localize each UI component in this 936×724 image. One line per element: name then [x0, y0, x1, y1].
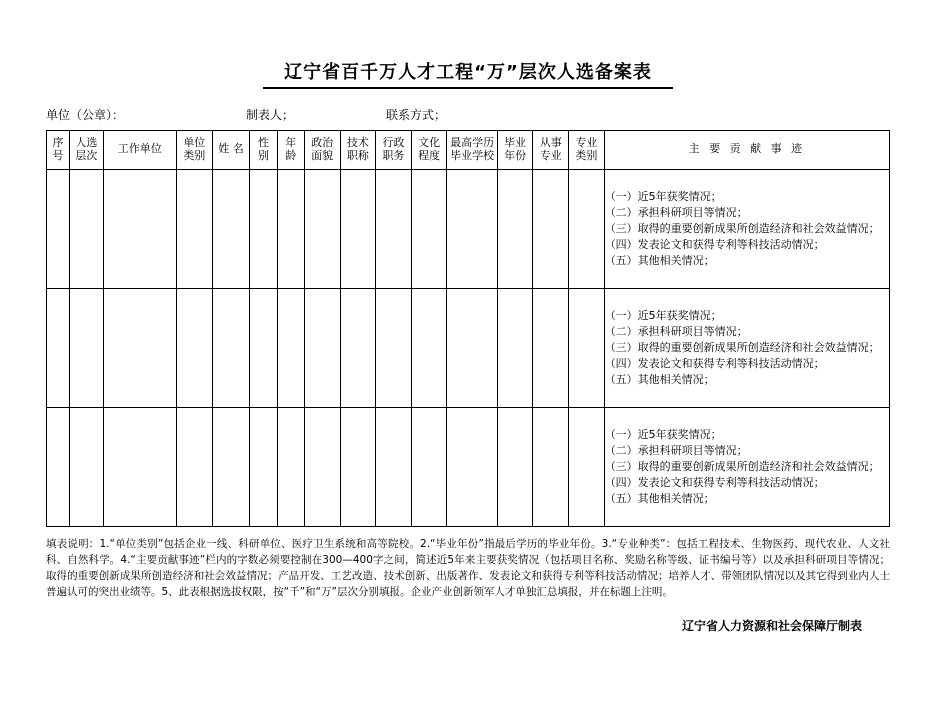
cell-political-status[interactable] — [304, 288, 340, 407]
cell-unit-type[interactable] — [177, 169, 213, 288]
cell-admin-post[interactable] — [376, 288, 412, 407]
cell-major-category[interactable] — [569, 288, 605, 407]
cell-graduation-year[interactable] — [497, 169, 533, 288]
cell-political-status[interactable] — [304, 169, 340, 288]
cell-main-contributions[interactable] — [604, 169, 889, 288]
contribution-item: （三）取得的重要创新成果所创造经济和社会效益情况； — [604, 340, 880, 354]
contribution-item: （二）承担科研项目等情况； — [604, 324, 748, 338]
contribution-item: （一）近5年获奖情况； — [604, 189, 722, 203]
cell-technical-title[interactable] — [340, 288, 376, 407]
cell-education-level[interactable] — [411, 407, 447, 526]
table-row — [47, 407, 890, 526]
cell-main-contributions[interactable] — [604, 288, 889, 407]
cell-highest-degree-school[interactable] — [447, 169, 497, 288]
contribution-item: （二）承担科研项目等情况； — [604, 205, 748, 219]
unit-seal-label: 单位（公章）： — [46, 107, 125, 122]
col-header-age: 年 龄 — [277, 130, 304, 169]
cell-age[interactable] — [277, 288, 304, 407]
cell-engaged-major[interactable] — [533, 407, 569, 526]
cell-highest-degree-school[interactable] — [447, 407, 497, 526]
col-header-technical-title: 技术 职称 — [340, 130, 376, 169]
col-header-work-unit: 工作单位 — [103, 130, 176, 169]
col-header-gender: 性 别 — [250, 130, 277, 169]
page-title: 辽宁省百千万人才工程“万”层次人选备案表 — [284, 62, 652, 83]
cell-gender[interactable] — [250, 169, 277, 288]
cell-gender[interactable] — [250, 288, 277, 407]
cell-admin-post[interactable] — [376, 169, 412, 288]
cell-age[interactable] — [277, 407, 304, 526]
cell-gender[interactable] — [250, 407, 277, 526]
col-header-graduation-year: 毕业 年份 — [497, 130, 533, 169]
issuing-authority: 辽宁省人力资源和社会保障厅制表 — [681, 618, 862, 633]
table-row — [47, 288, 890, 407]
cell-work-unit[interactable] — [103, 407, 176, 526]
cell-technical-title[interactable] — [340, 407, 376, 526]
title-underline — [263, 87, 673, 89]
contact-label: 联系方式； — [386, 107, 447, 122]
cell-graduation-year[interactable] — [497, 407, 533, 526]
cell-admin-post[interactable] — [376, 407, 412, 526]
cell-education-level[interactable] — [411, 169, 447, 288]
contribution-item: （一）近5年获奖情况； — [604, 308, 722, 322]
cell-work-unit[interactable] — [103, 169, 176, 288]
cell-name[interactable] — [212, 288, 250, 407]
document-page — [0, 62, 936, 724]
cell-major-category[interactable] — [569, 407, 605, 526]
cell-seq[interactable] — [47, 407, 70, 526]
cell-seq[interactable] — [47, 288, 70, 407]
contribution-item: （五）其他相关情况； — [604, 372, 715, 386]
form-preparer-label: 制表人； — [246, 107, 295, 122]
col-header-political-status: 政治 面貌 — [304, 130, 340, 169]
candidate-record-table — [46, 130, 890, 527]
cell-engaged-major[interactable] — [533, 288, 569, 407]
contribution-item: （三）取得的重要创新成果所创造经济和社会效益情况； — [604, 221, 880, 235]
form-instructions: 填表说明：1.“单位类别”包括企业一线、科研单位、医疗卫生系统和高等院校。2.“毕业年份”指最后学历的毕业年份。3.“专业种类”：包括工程技术、生物医药、现代农业、人文社科、自然科学。4.“主要贡献事迹”栏内的字数必须要控制在300—400字之间，简述近5年来主要获奖情况（包括项目名称、奖励名称等级、证书编号等）以及承担科研项目等情况；取得的重要创新成果所创造经济和社会效益情况；产品开发、工艺改造、技术创新、出版著作、发表论文和获得专利等科技活动情况；培养人才、带领团队情况以及其它得到业内人士普遍认可的突出业绩等。5、此表根据选拔权限，按“千”和“万”层次分别填报。企业产业创新领军人才单独汇总填报，并在标题上注明。 — [46, 537, 890, 599]
cell-engaged-major[interactable] — [533, 169, 569, 288]
cell-seq[interactable] — [47, 169, 70, 288]
col-header-main-contributions: 主 要 贡 献 事 迹 — [604, 130, 889, 169]
cell-major-category[interactable] — [569, 169, 605, 288]
cell-technical-title[interactable] — [340, 169, 376, 288]
meta-row — [0, 107, 936, 123]
cell-work-unit[interactable] — [103, 288, 176, 407]
cell-age[interactable] — [277, 169, 304, 288]
col-header-admin-post: 行政 职务 — [376, 130, 412, 169]
cell-graduation-year[interactable] — [497, 288, 533, 407]
cell-level[interactable] — [70, 407, 104, 526]
contribution-item: （二）承担科研项目等情况； — [604, 443, 748, 457]
cell-main-contributions[interactable] — [604, 407, 889, 526]
contribution-item: （四）发表论文和获得专利等科技活动情况； — [604, 475, 825, 489]
cell-unit-type[interactable] — [177, 407, 213, 526]
cell-name[interactable] — [212, 169, 250, 288]
col-header-engaged-major: 从事 专业 — [533, 130, 569, 169]
col-header-major-category: 专业 类别 — [569, 130, 605, 169]
cell-unit-type[interactable] — [177, 288, 213, 407]
col-header-highest-degree-school: 最高学历 毕业学校 — [447, 130, 497, 169]
contribution-item: （一）近5年获奖情况； — [604, 427, 722, 441]
contribution-item: （四）发表论文和获得专利等科技活动情况； — [604, 237, 825, 251]
col-header-education-level: 文化 程度 — [411, 130, 447, 169]
table-header-row — [47, 130, 890, 169]
table-row — [47, 169, 890, 288]
cell-education-level[interactable] — [411, 288, 447, 407]
cell-level[interactable] — [70, 169, 104, 288]
cell-name[interactable] — [212, 407, 250, 526]
contribution-item: （五）其他相关情况； — [604, 491, 715, 505]
col-header-level: 人选 层次 — [70, 130, 104, 169]
contribution-item: （四）发表论文和获得专利等科技活动情况； — [604, 356, 825, 370]
col-header-seq: 序 号 — [47, 130, 70, 169]
contribution-item: （三）取得的重要创新成果所创造经济和社会效益情况； — [604, 459, 880, 473]
cell-highest-degree-school[interactable] — [447, 288, 497, 407]
contribution-item: （五）其他相关情况； — [604, 253, 715, 267]
col-header-name: 姓 名 — [212, 130, 250, 169]
col-header-unit-type: 单位 类别 — [177, 130, 213, 169]
cell-political-status[interactable] — [304, 407, 340, 526]
cell-level[interactable] — [70, 288, 104, 407]
